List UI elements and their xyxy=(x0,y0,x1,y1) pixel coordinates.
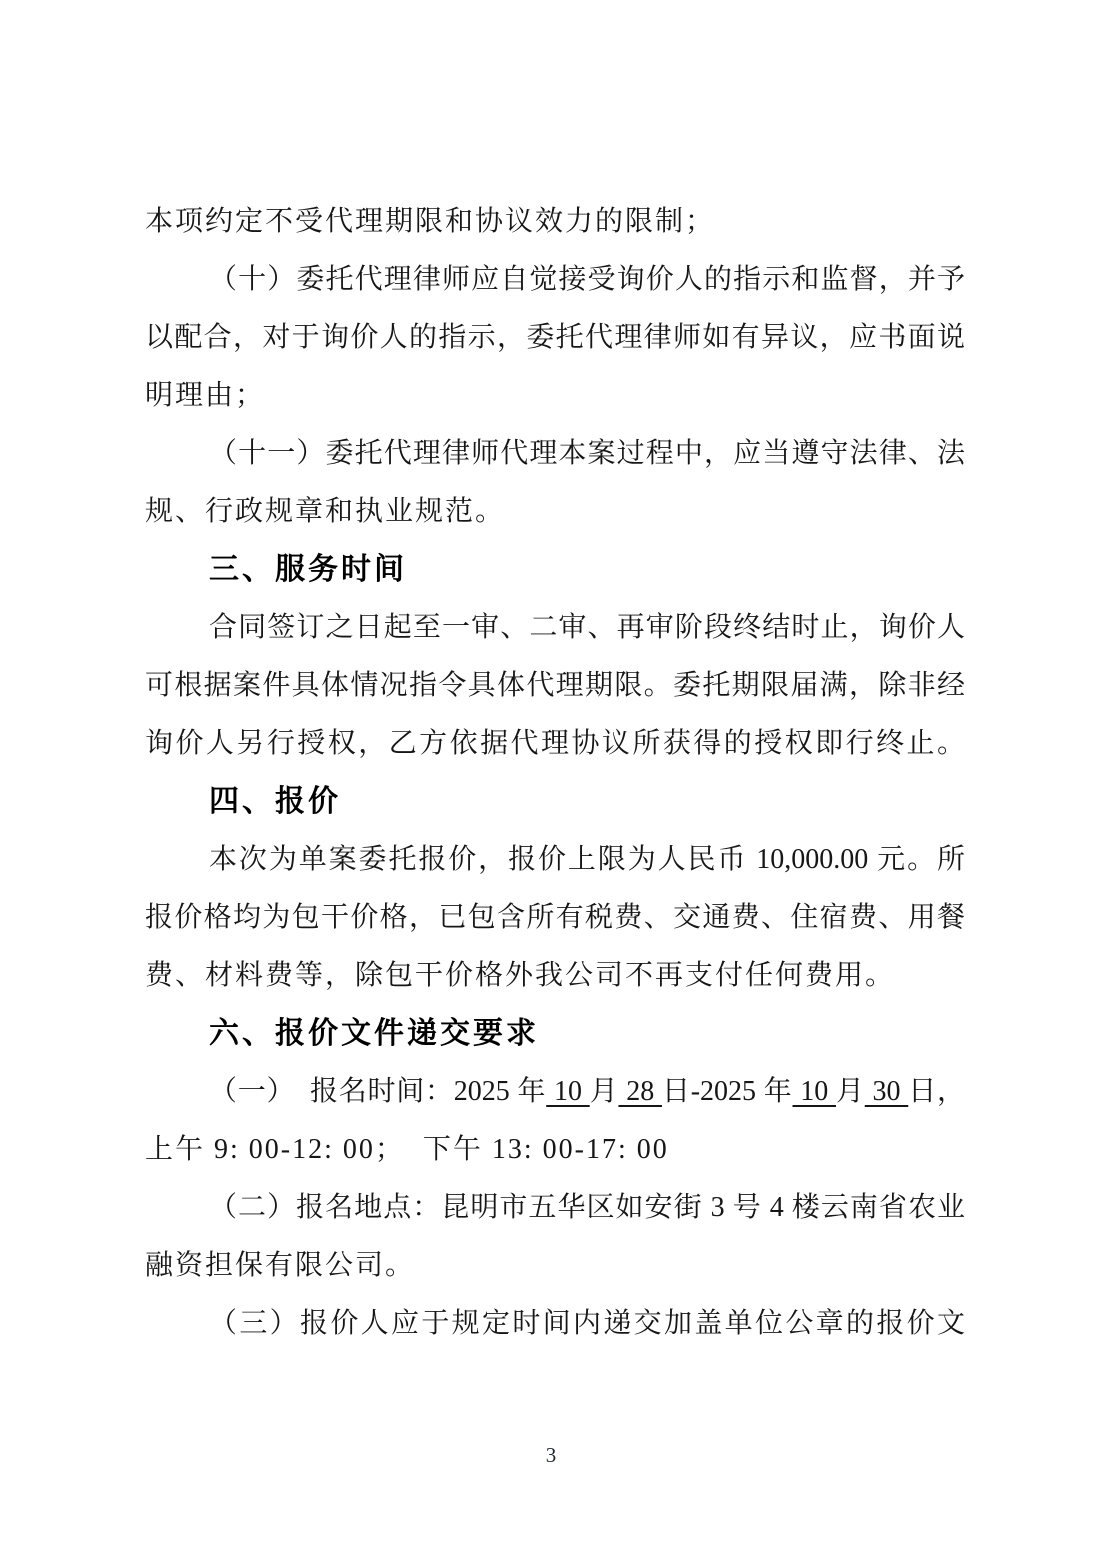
text-line xyxy=(145,831,965,889)
text-run: 日， xyxy=(908,1076,966,1107)
text-line xyxy=(145,425,965,483)
text-line xyxy=(145,483,965,541)
section-heading xyxy=(145,541,965,599)
text-run: 三、服务时间 xyxy=(209,553,407,586)
underlined-text: 10 xyxy=(792,1076,837,1107)
text-line xyxy=(145,657,965,715)
text-line xyxy=(145,1179,965,1237)
text-run: 月 xyxy=(836,1076,865,1107)
text-run: 六、报价文件递交要求 xyxy=(209,1017,539,1050)
section-heading xyxy=(145,773,965,831)
text-run: 本次为单案委托报价，报价上限为人民币 10,000.00 元。所 xyxy=(209,844,965,875)
text-line xyxy=(145,193,965,251)
text-run: 询价人另行授权，乙方依据代理协议所获得的授权即行终止。 xyxy=(145,728,965,759)
text-line xyxy=(145,1295,965,1353)
text-run: 可根据案件具体情况指令具体代理期限。委托期限届满，除非经 xyxy=(145,670,965,701)
text-run: 月 xyxy=(589,1076,619,1107)
underlined-text: 30 xyxy=(864,1076,909,1107)
document-body xyxy=(145,193,965,1353)
text-run: 融资担保有限公司。 xyxy=(145,1250,416,1281)
text-run: 以配合，对于询价人的指示，委托代理律师如有异议，应书面说 xyxy=(145,322,965,353)
text-run: 报价格均为包干价格，已包含所有税费、交通费、住宿费、用餐 xyxy=(145,902,965,933)
text-line xyxy=(145,367,965,425)
text-line xyxy=(145,309,965,367)
section-heading xyxy=(145,1005,965,1063)
text-run: 明理由； xyxy=(145,380,266,411)
text-run: 四、报价 xyxy=(209,785,341,818)
text-run: （十一）委托代理律师代理本案过程中，应当遵守法律、法 xyxy=(209,438,965,469)
text-run: （一） 报名时间：2025 年 xyxy=(209,1076,547,1107)
text-run: （二）报名地点：昆明市五华区如安街 3 号 4 楼云南省农业 xyxy=(209,1192,965,1223)
text-line xyxy=(145,599,965,657)
text-line xyxy=(145,715,965,773)
text-run: 规、行政规章和执业规范。 xyxy=(145,496,506,527)
underlined-text: 10 xyxy=(546,1076,590,1107)
text-line xyxy=(145,251,965,309)
text-run: （十）委托代理律师应自觉接受询价人的指示和监督，并予 xyxy=(209,264,965,295)
text-run: 日-2025 年 xyxy=(661,1076,793,1107)
text-line xyxy=(145,1121,965,1179)
underlined-text: 28 xyxy=(618,1076,662,1107)
text-run: 本项约定不受代理期限和协议效力的限制； xyxy=(145,206,716,237)
text-run: 合同签订之日起至一审、二审、再审阶段终结时止，询价人 xyxy=(209,612,965,643)
text-run: （三）报价人应于规定时间内递交加盖单位公章的报价文 xyxy=(209,1308,965,1339)
text-line xyxy=(145,1237,965,1295)
text-run: 上午 9: 00-12: 00； 下午 13: 00-17: 00 xyxy=(145,1134,669,1165)
page-number: 3 xyxy=(545,1443,557,1467)
text-run: 费、材料费等，除包干价格外我公司不再支付任何费用。 xyxy=(145,960,896,991)
text-line xyxy=(145,947,965,1005)
text-line xyxy=(145,1063,965,1121)
text-line xyxy=(145,889,965,947)
